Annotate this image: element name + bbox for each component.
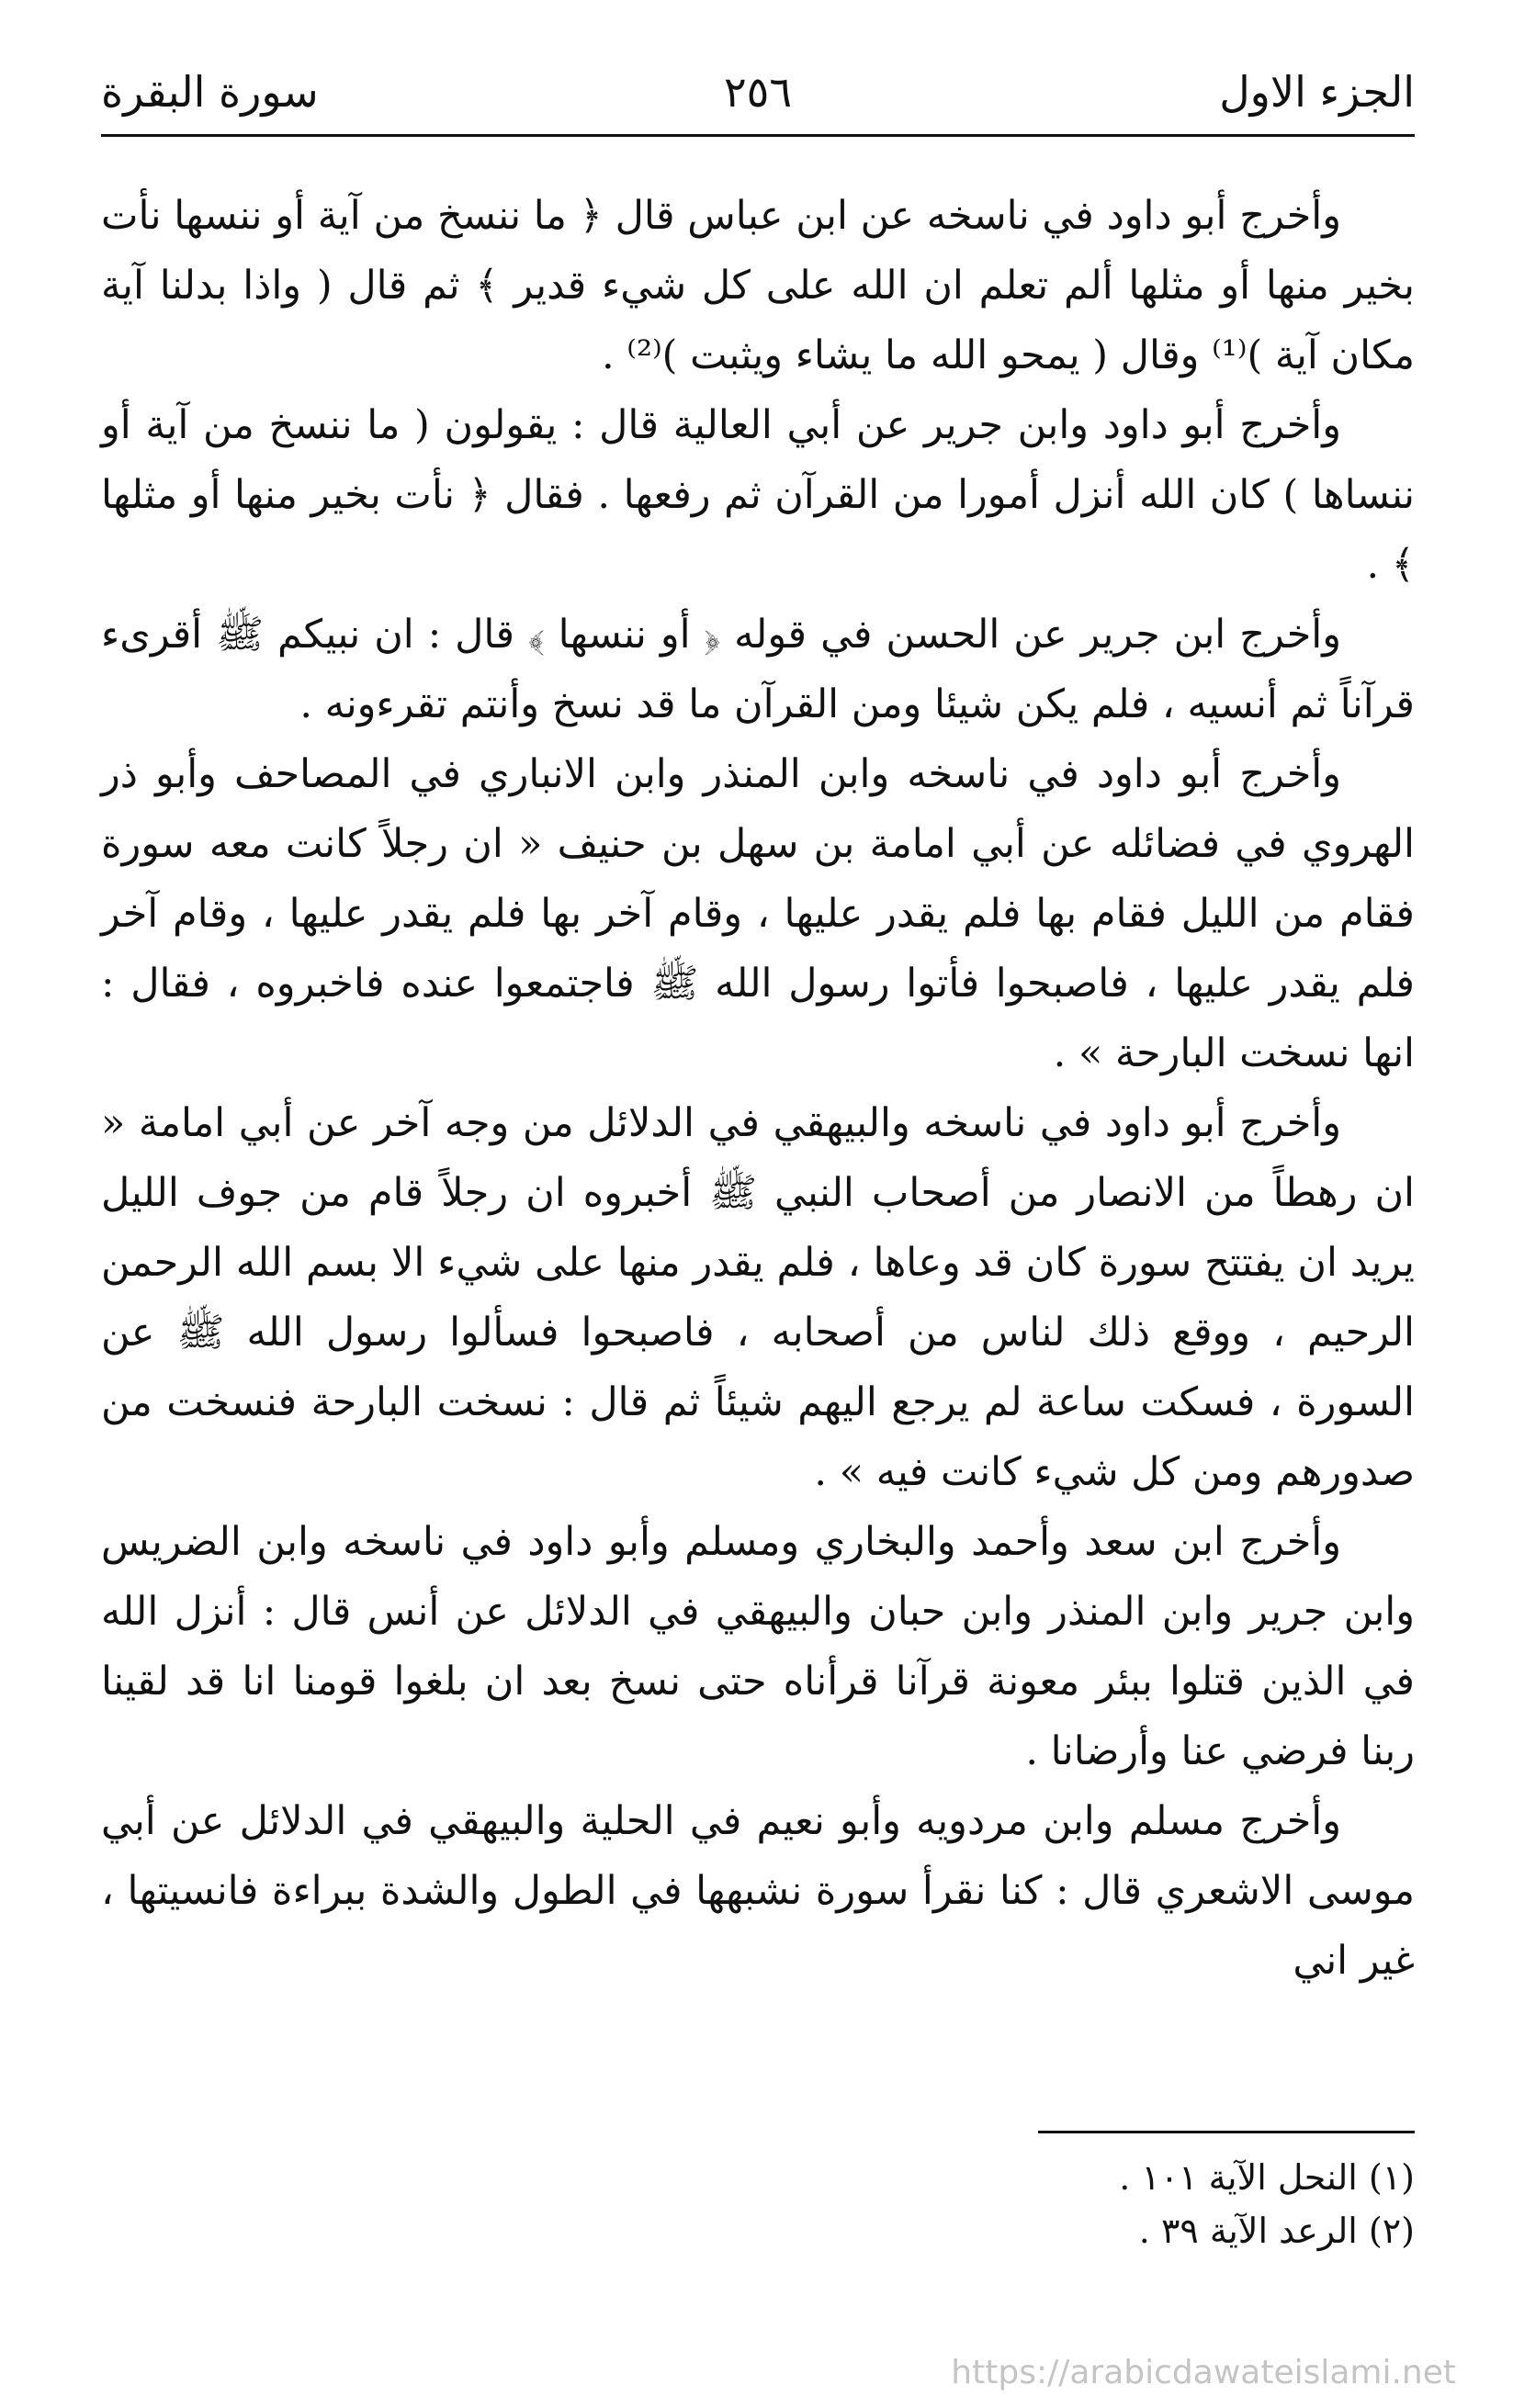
paragraph: وأخرج ابن سعد وأحمد والبخاري ومسلم وأبو داود في ناسخه وابن الضريس وابن جرير وابن المنذر وابن حبان والبيهقي في الدلائل عن أنس قال : أنزل الله في الذين قتلوا ببئر معونة قرآنا قرأناه حتى نسخ بعد ان بلغوا قومنا انا قد لقينا ربنا فرضي عنا وأرضانا . bbox=[101, 1519, 1416, 1774]
paragraph: وأخرج أبو داود وابن جرير عن أبي العالية قال : يقولون ( ما ننسخ من آية أو ننساها ) كان الله أنزل أمورا من القرآن ثم رفعها . فقال ﴿ نأت بخير منها أو مثلها ﴾ . bbox=[101, 402, 1415, 588]
paragraph: وأخرج أبو داود في ناسخه وابن المنذر وابن الانباري في المصاحف وأبو ذر الهروي في فضائله عن أبي امامة بن سهل بن حنيف « ان رجلاً كانت معه سورة فقام من الليل فقام بها فلم يقدر عليها ، وقام آخر بها فلم يقدر عليها ، وقام آخر فلم يقدر عليها ، فاصبحوا فأتوا رسول الله ﷺ فاجتمعوا عنده فاخبروه ، فقال : انها نسخت البارحة » . bbox=[101, 751, 1415, 1076]
footnote-1: (١) النحل الآية ١٠١ . bbox=[1119, 2157, 1415, 2198]
paragraph: وأخرج أبو داود في ناسخه والبيهقي في الدلائل من وجه آخر عن أبي امامة « ان رهطاً من الانصار من أصحاب النبي ﷺ أخبروه ان رجلاً قام من جوف الليل يريد ان يفتتح سورة كان قد وعاها ، فلم يقدر منها على شيء الا بسم الله الرحمن الرحيم ، ووقع ذلك لناس من أصحابه ، فاصبحوا فسألوا رسول الله ﷺ عن السورة ، فسكت ساعة لم يرجع اليهم شيئاً ثم قال : نسخت البارحة فنسخت من صدورهم ومن كل شيء كانت فيه » . bbox=[101, 1100, 1415, 1495]
footnote-2: (٢) الرعد الآية ٣٩ . bbox=[1138, 2211, 1415, 2251]
part-title: الجزء الاول bbox=[1219, 67, 1415, 117]
paragraph: وأخرج ابن جرير عن الحسن في قوله ﴿ أو ننسها ﴾ قال : ان نبيكم ﷺ أقرىء قرآناً ثم أنسيه ، فلم يكن شيئا ومن القرآن ما قد نسخ وأنتم تقرءونه . bbox=[101, 612, 1415, 727]
paragraph: وأخرج مسلم وابن مردويه وأبو نعيم في الحلية والبيهقي في الدلائل عن أبي موسى الاشعري قال : كنا نقرأ سورة نشبهها في الطول والشدة ببراءة فانسيتها ، غير اني bbox=[101, 1798, 1415, 1984]
page-number: ٢٥٦ bbox=[723, 67, 793, 117]
surah-title: سورة البقرة bbox=[101, 67, 319, 117]
footnote-rule bbox=[1038, 2131, 1415, 2133]
running-header bbox=[101, 55, 1415, 129]
main-text bbox=[101, 181, 1415, 1996]
header-rule bbox=[101, 134, 1415, 137]
book-page bbox=[101, 55, 1415, 2351]
footnotes bbox=[1119, 2151, 1415, 2257]
watermark-url: https://arabicdawateislami.net bbox=[951, 2354, 1456, 2391]
paragraph: وأخرج أبو داود في ناسخه عن ابن عباس قال ﴿ ما ننسخ من آية أو ننسها نأت بخير منها أو مثلها ألم تعلم ان الله على كل شيء قدير ﴾ ثم قال ( واذا بدلنا آية مكان آية )⁽¹⁾ وقال ( يمحو الله ما يشاء ويثبت )⁽²⁾ . bbox=[101, 193, 1415, 378]
